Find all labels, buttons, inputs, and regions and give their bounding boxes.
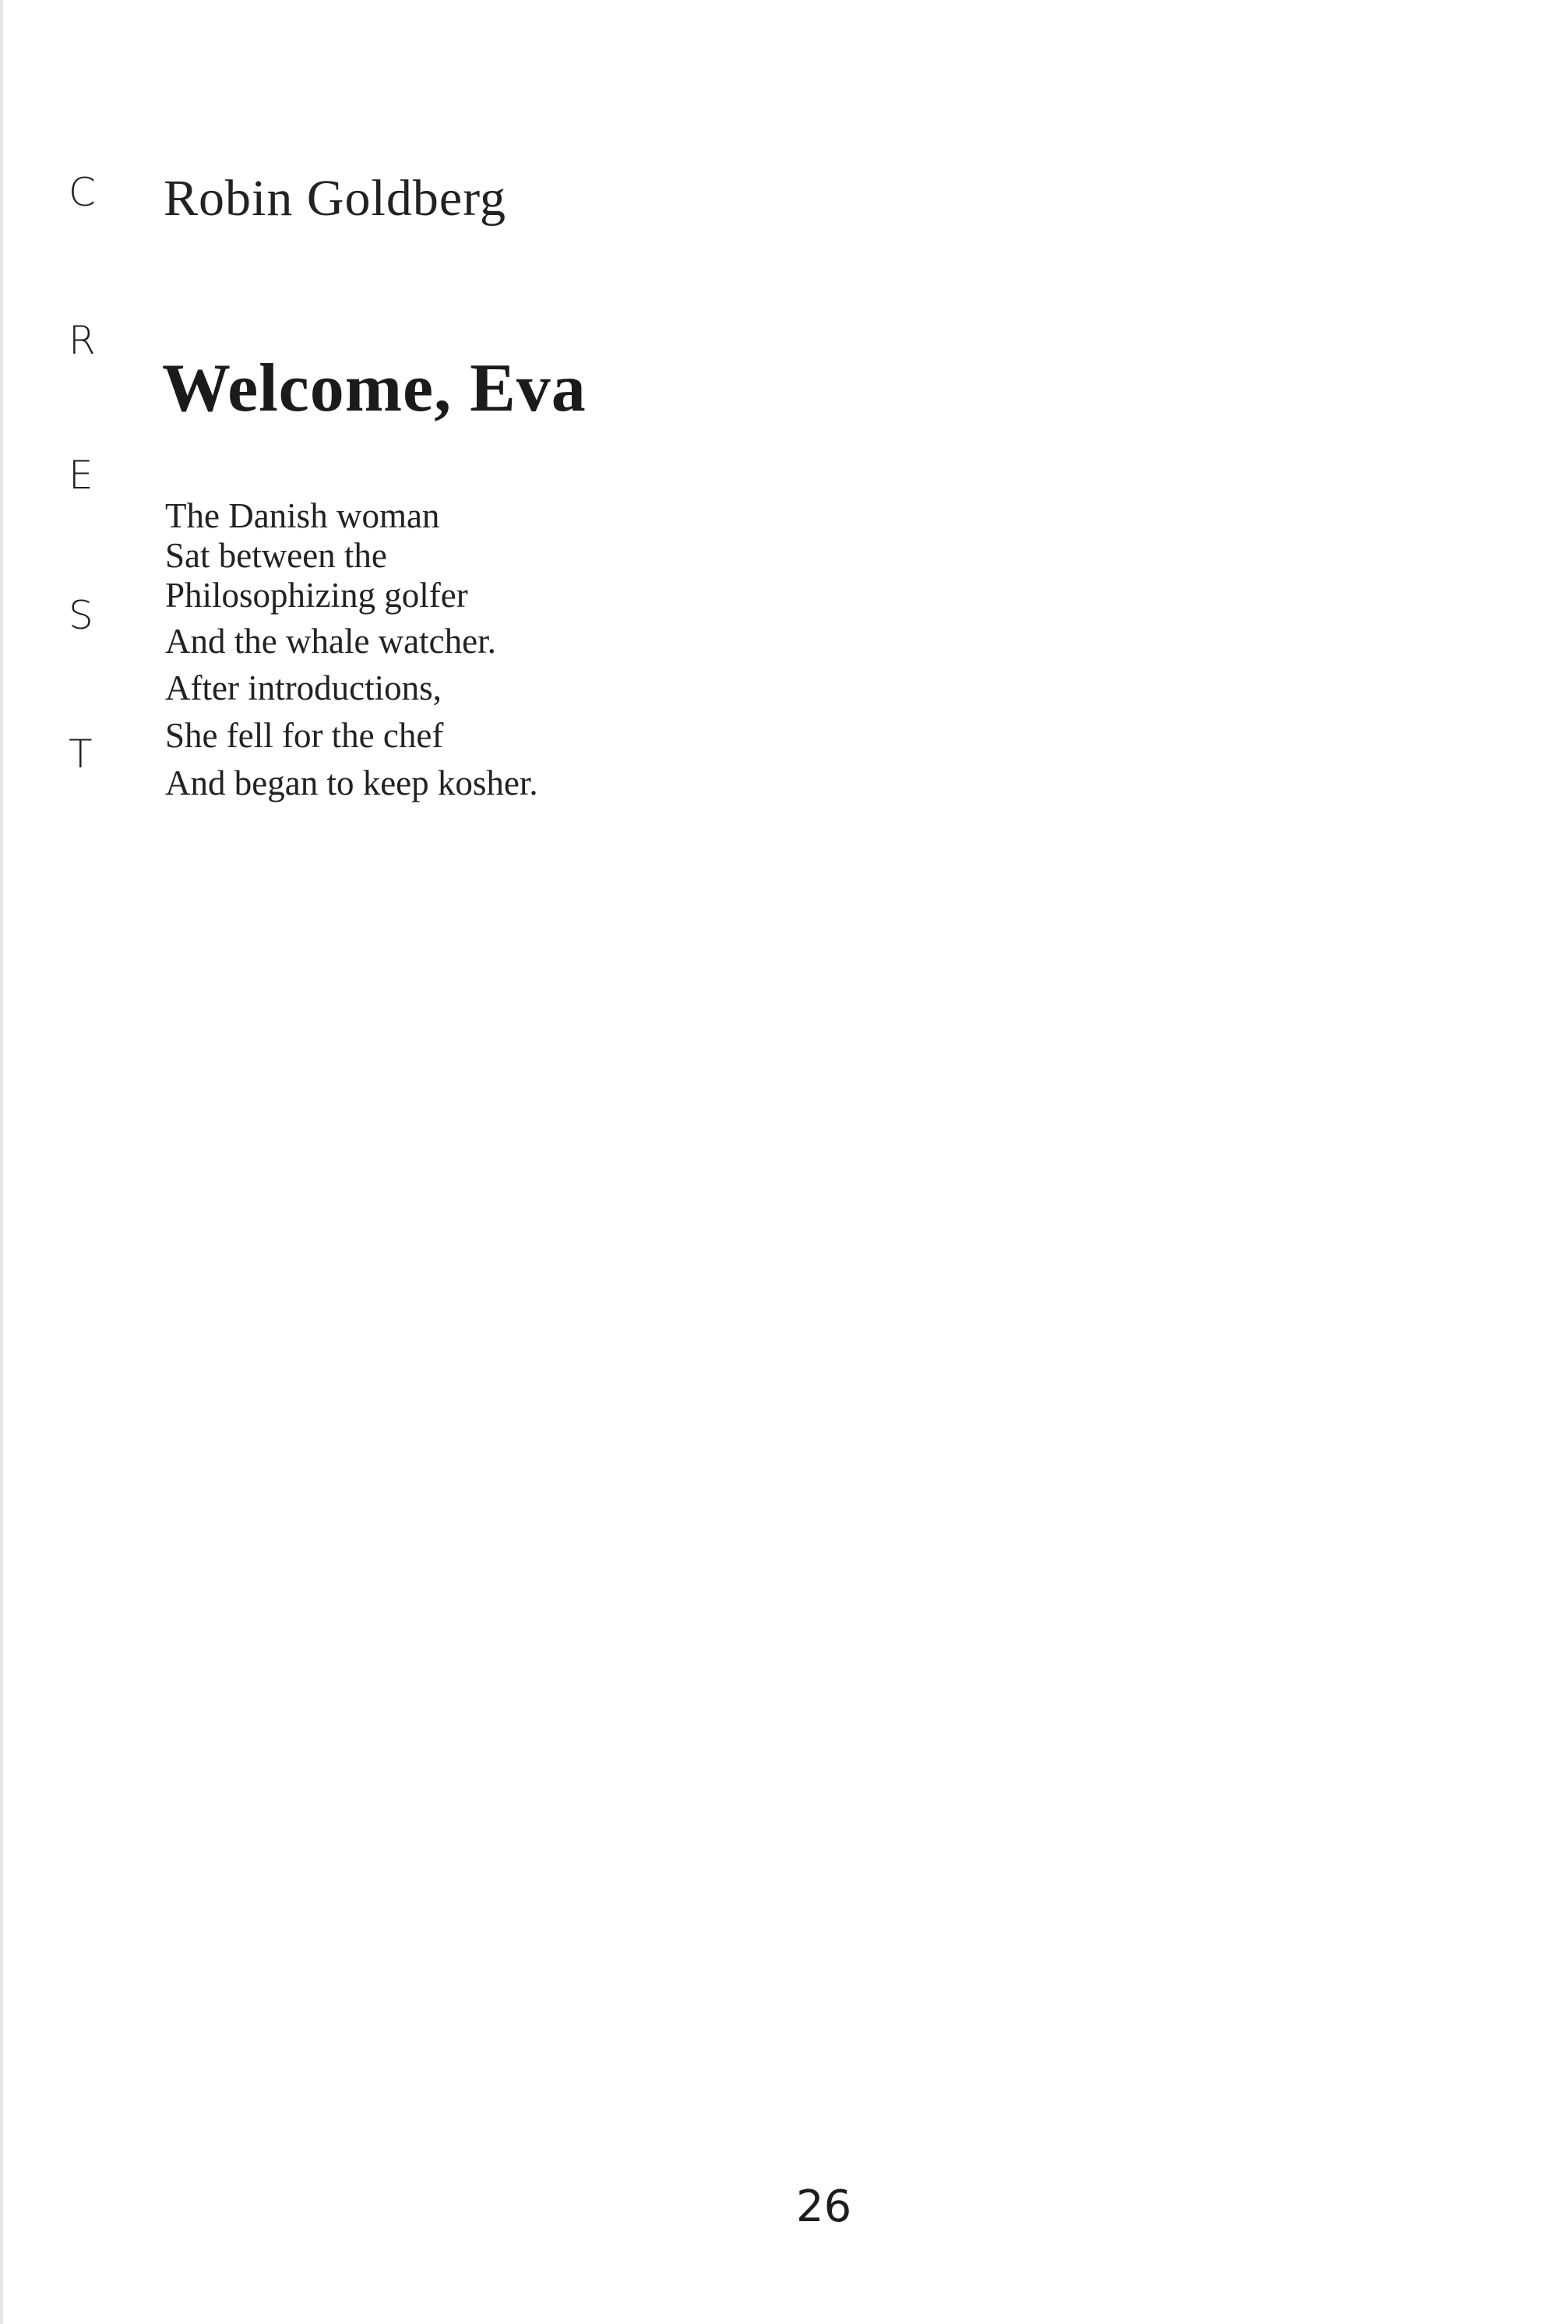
crest-letter: T <box>69 732 93 777</box>
poem-line: And began to keep kosher. <box>165 763 538 802</box>
page-number: 26 <box>796 2181 852 2232</box>
poem-line: And the whale watcher. <box>165 622 496 661</box>
poem-line: After introductions, <box>165 668 442 707</box>
author-name: Robin Goldberg <box>164 170 506 227</box>
poem-line: Philosophizing golfer <box>165 576 468 615</box>
poem-line: Sat between the <box>165 536 387 575</box>
page-edge <box>0 0 3 2324</box>
crest-letter: R <box>69 318 96 363</box>
poem-title: Welcome, Eva <box>162 351 587 426</box>
crest-letter: S <box>69 593 93 638</box>
poem-line: The Danish woman <box>165 496 440 535</box>
poem-line: She fell for the chef <box>165 716 444 755</box>
crest-letter: C <box>69 170 96 215</box>
crest-letter: E <box>69 453 93 498</box>
